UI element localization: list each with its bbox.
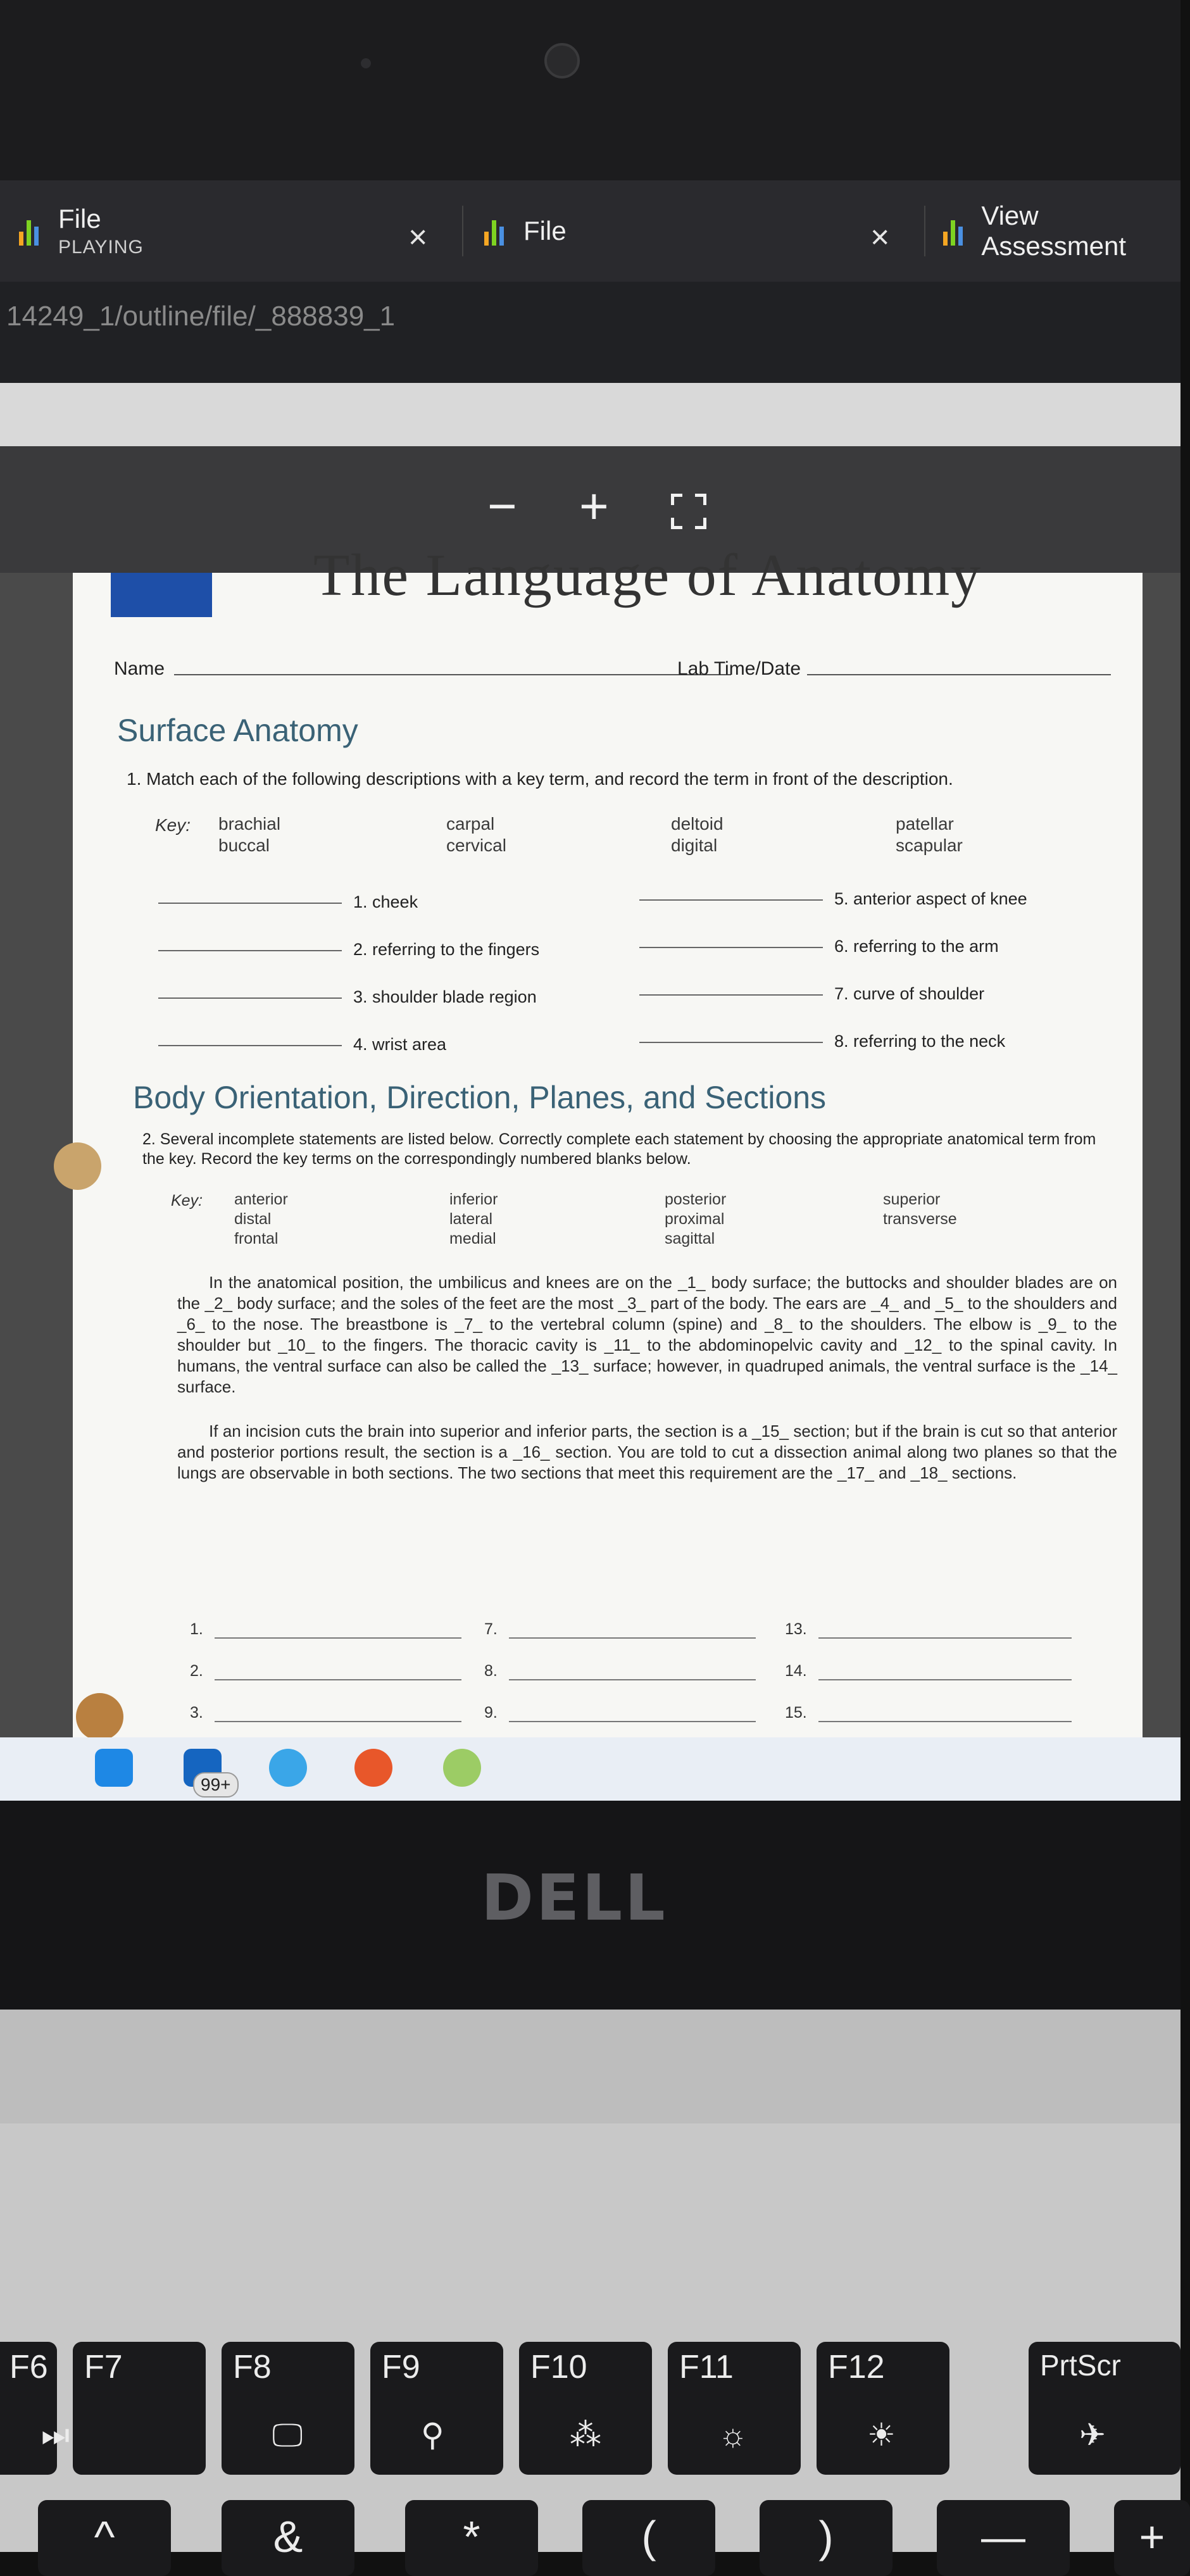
match-item[interactable]: 1. cheek bbox=[158, 892, 418, 912]
blackboard-icon bbox=[19, 216, 44, 246]
url-text[interactable]: 14249_1/outline/file/_888839_1 bbox=[6, 301, 396, 332]
answer-blank[interactable] bbox=[484, 1704, 756, 1722]
tab-file[interactable] bbox=[484, 199, 567, 263]
answer-number: 15. bbox=[785, 1704, 807, 1722]
match-item[interactable]: 3. shoulder blade region bbox=[158, 987, 537, 1007]
answer-number: 1. bbox=[190, 1620, 203, 1638]
blackboard-icon bbox=[484, 216, 510, 246]
tab-status: PLAYING bbox=[58, 237, 144, 258]
tab-title: File bbox=[523, 216, 567, 246]
answer-number: 2. bbox=[190, 1662, 203, 1680]
answer-number: 3. bbox=[190, 1704, 203, 1722]
key-terms-col3: deltoid digital bbox=[671, 814, 723, 855]
keyboard-deck bbox=[0, 2123, 1181, 2552]
answer-blank[interactable] bbox=[190, 1704, 461, 1722]
answer-blank[interactable] bbox=[785, 1704, 1072, 1722]
key-f8[interactable]: F8 🖵 bbox=[222, 2342, 354, 2475]
answer-number: 13. bbox=[785, 1620, 807, 1638]
tab-divider bbox=[462, 206, 463, 256]
taskbar bbox=[0, 1737, 1181, 1801]
tab-view-assessment[interactable] bbox=[943, 199, 1181, 263]
key-f7[interactable]: F7 ⏭ bbox=[73, 2342, 206, 2475]
key-dash[interactable]: — bbox=[937, 2500, 1070, 2576]
answer-blank[interactable] bbox=[484, 1662, 756, 1680]
key-ampersand[interactable]: & bbox=[222, 2500, 354, 2576]
edge-icon[interactable] bbox=[269, 1749, 307, 1787]
answer-number: 7. bbox=[484, 1620, 498, 1638]
answer-number: 14. bbox=[785, 1662, 807, 1680]
statement-paragraph-2: If an incision cuts the brain into superior and inferior parts, the section is a _15_ section; but if the brain is cut so that anterior and posterior portions result, the section is a _16_ section. You are told to cut a dissection animal along two planes so that the lungs are observable in both sections. The two sections that meet this requirement are the _17_ and _18_ sections. bbox=[177, 1422, 1117, 1482]
section-heading: Body Orientation, Direction, Planes, and Sections bbox=[133, 1080, 827, 1115]
exercise-number-block bbox=[111, 573, 212, 617]
blackboard-icon bbox=[943, 216, 967, 246]
page-header-area bbox=[0, 383, 1181, 446]
answer-blank[interactable] bbox=[484, 1620, 756, 1639]
name-field[interactable] bbox=[174, 674, 731, 675]
match-item[interactable]: 4. wrist area bbox=[158, 1035, 446, 1054]
key-terms-col2: inferior lateral medial bbox=[449, 1191, 498, 1247]
keyboard-backlight-icon: ⁂ bbox=[570, 2417, 601, 2453]
key-label: Key: bbox=[155, 815, 191, 835]
display-icon: 🖵 bbox=[272, 2417, 303, 2453]
tab-title: View Assessment bbox=[981, 201, 1127, 261]
app-avatar-icon[interactable] bbox=[54, 1142, 101, 1190]
match-item[interactable]: 8. referring to the neck bbox=[639, 1032, 1005, 1051]
match-item[interactable]: 7. curve of shoulder bbox=[639, 984, 984, 1004]
section-heading: Surface Anatomy bbox=[117, 713, 358, 748]
media-next-icon: ⏭ bbox=[41, 2417, 70, 2453]
match-item[interactable]: 6. referring to the arm bbox=[639, 937, 999, 956]
tab-file-playing[interactable] bbox=[19, 199, 144, 263]
firefox-icon[interactable] bbox=[354, 1749, 392, 1787]
zoom-out-button[interactable]: − bbox=[487, 478, 517, 534]
key-terms-col1: anterior distal frontal bbox=[234, 1191, 288, 1247]
dell-logo: DELL bbox=[481, 1861, 668, 1935]
close-tab-icon[interactable]: × bbox=[870, 219, 890, 256]
key-terms-col1: brachial buccal bbox=[218, 814, 281, 855]
answer-number: 8. bbox=[484, 1662, 498, 1680]
sensor bbox=[361, 58, 371, 68]
match-item[interactable]: 5. anterior aspect of knee bbox=[639, 889, 1027, 909]
notification-badge: 99+ bbox=[193, 1772, 239, 1798]
brightness-up-icon: ☀ bbox=[867, 2417, 896, 2453]
chrome-icon[interactable] bbox=[443, 1749, 481, 1787]
tab-divider bbox=[924, 206, 925, 256]
search-icon: ⚲ bbox=[421, 2417, 444, 2453]
question-2: 2. Several incomplete statements are listed below. Correctly complete each statement by choosing the appropriate anatomical term from the key. Record the key terms on the correspondingly numbered blanks below. bbox=[142, 1130, 1096, 1168]
worksheet-page bbox=[73, 542, 1143, 1801]
name-label: Name bbox=[114, 658, 165, 679]
key-f10[interactable]: F10 ⁂ bbox=[519, 2342, 652, 2475]
tab-title: File bbox=[58, 204, 101, 234]
laptop-hinge bbox=[0, 2010, 1181, 2123]
key-f11[interactable]: F11 ☼ bbox=[668, 2342, 801, 2475]
key-f6[interactable]: F6 bbox=[0, 2342, 57, 2475]
brightness-down-icon: ☼ bbox=[718, 2417, 748, 2453]
match-item[interactable]: 2. referring to the fingers bbox=[158, 940, 539, 960]
address-bar[interactable] bbox=[0, 282, 1181, 383]
app-avatar-icon[interactable] bbox=[76, 1693, 123, 1741]
answer-blank[interactable] bbox=[785, 1662, 1072, 1680]
key-asterisk[interactable]: * bbox=[405, 2500, 538, 2576]
laptop-bezel-bottom bbox=[0, 1801, 1181, 2010]
key-terms-col3: posterior proximal sagittal bbox=[665, 1191, 727, 1247]
key-terms-col2: carpal cervical bbox=[446, 814, 506, 855]
zoom-in-button[interactable]: + bbox=[579, 478, 609, 534]
key-label: Key: bbox=[171, 1192, 203, 1210]
key-prtscr[interactable]: PrtScr ✈ bbox=[1029, 2342, 1181, 2475]
webcam bbox=[544, 43, 580, 78]
answer-number: 9. bbox=[484, 1704, 498, 1722]
fullscreen-icon[interactable] bbox=[671, 494, 706, 529]
labtime-label: Lab Time/Date bbox=[677, 658, 801, 679]
labtime-field[interactable] bbox=[807, 674, 1111, 675]
question-1: 1. Match each of the following descriptions with a key term, and record the term in front of the description. bbox=[127, 769, 953, 789]
laptop-bezel bbox=[0, 0, 1181, 180]
key-f12[interactable]: F12 ☀ bbox=[817, 2342, 949, 2475]
key-f9[interactable]: F9 ⚲ bbox=[370, 2342, 503, 2475]
key-terms-col4: superior transverse bbox=[883, 1191, 957, 1228]
store-icon[interactable] bbox=[95, 1749, 133, 1787]
pdf-viewer bbox=[0, 446, 1181, 1801]
key-caret[interactable]: ^ bbox=[38, 2500, 171, 2576]
airplane-mode-icon: ✈ bbox=[1079, 2417, 1106, 2453]
key-close-paren[interactable]: ) bbox=[760, 2500, 892, 2576]
answer-blank[interactable] bbox=[190, 1620, 461, 1639]
key-terms-col4: patellar scapular bbox=[896, 814, 963, 855]
answer-blank[interactable] bbox=[785, 1620, 1072, 1639]
page-title: The Language of Anatomy bbox=[313, 542, 982, 608]
key-open-paren[interactable]: ( bbox=[582, 2500, 715, 2576]
answer-blank[interactable] bbox=[190, 1662, 461, 1680]
close-tab-icon[interactable]: × bbox=[408, 219, 428, 256]
key-plus[interactable]: + bbox=[1114, 2500, 1190, 2576]
tab-bar bbox=[0, 180, 1181, 282]
statement-paragraph-1: In the anatomical position, the umbilicus and knees are on the _1_ body surface; the buttocks and shoulder blades are on the _2_ body surface; and the soles of the feet are the most _3_ part of the body. The ears are _4_ and _5_ to the shoulders and _6_ to the nose. The breastbone is _7_ to the vertebral column (spine) and _8_ to the shoulders. The elbow is _9_ to the shoulder but _10_ to the fingers. The thoracic cavity is _11_ to the abdominopelvic cavity and _12_ to the spinal cavity. In humans, the ventral surface can also be called the _13_ surface; however, in quadruped animals, the ventral surface is the _14_ surface. bbox=[177, 1273, 1117, 1396]
